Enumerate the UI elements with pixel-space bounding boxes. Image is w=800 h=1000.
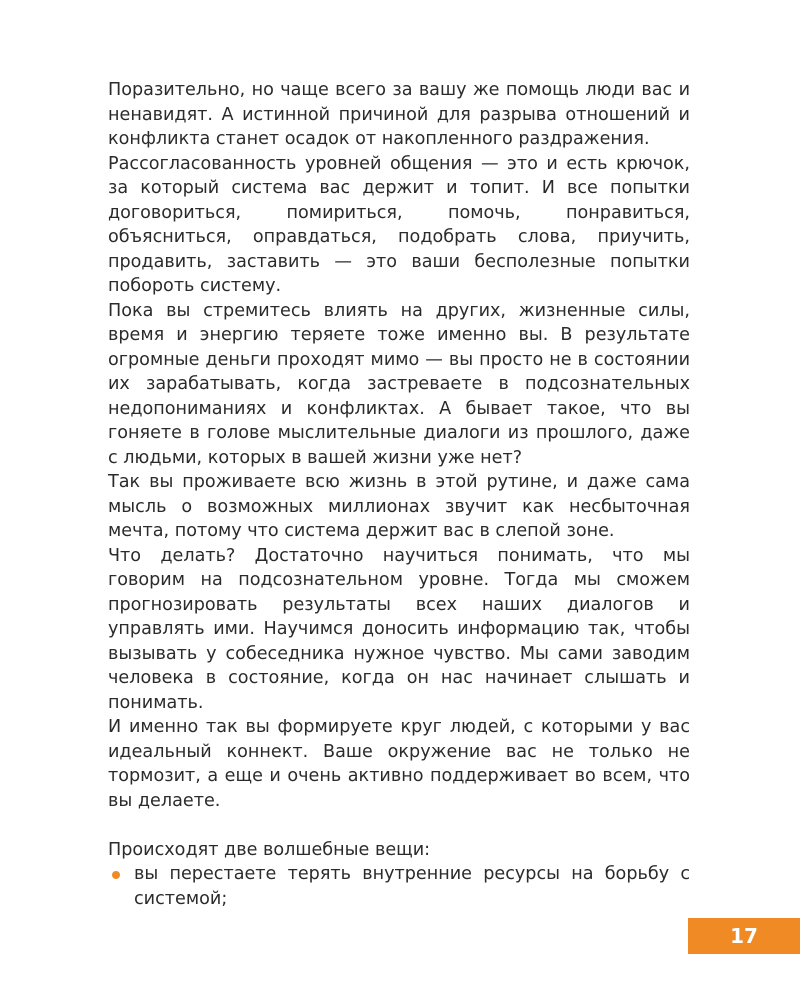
bullet-list <box>108 862 690 911</box>
main-text <box>108 78 690 911</box>
paragraph: Поразительно, но чаще всего за вашу же помощь люди вас и ненавидят. А истинной причиной для разрыва отношений и конфликта станет осадок от накопленного раздражения. <box>108 80 690 149</box>
list-intro: Происходят две волшебные вещи: <box>108 839 431 860</box>
paragraph: Что делать? Достаточно научиться понимать, что мы говорим на подсознательном уровне. Тогда мы сможем прогнозировать результаты всех наших диалогов и управлять ими. Научимся доносить информацию так, чтобы вызывать у собеседника нужное чувство. Мы сами заводим человека в состояние, когда он нас начинает слышать и понимать. <box>108 545 690 713</box>
paragraph: Так вы проживаете всю жизнь в этой рутине, и даже сама мысль о возможных миллионах звучит как несбыточная мечта, потому что система держит вас в слепой зоне. <box>108 472 690 541</box>
paragraph: И именно так вы формируете круг людей, с которыми у вас идеальный коннект. Ваше окружение вас не только не тормозит, а еще и очень активно поддерживает во всем, что вы делаете. <box>108 717 690 811</box>
page-number: 17 <box>688 918 800 954</box>
paragraph: Пока вы стремитесь влиять на других, жизненные силы, время и энергию теряете тоже именно вы. В результате огромные деньги проходят мимо — вы просто не в состоянии их зарабатывать, когда застреваете в подсознательных недопониманиях и конфликтах. А бывает такое, что вы гоняете в голове мыслительные диалоги из прошлого, даже с людьми, которых в вашей жизни уже нет? <box>108 300 690 468</box>
list-item-text: вы перестаете терять внутренние ресурсы на борьбу с системой; <box>134 864 690 909</box>
paragraph: Рассогласованность уровней общения — это и есть крючок, за который система вас держит и топит. И все попытки договориться, помириться, помочь, понравиться, объясниться, оправдаться, подобрать слова, приучить, продавить, заставить — это ваши бесполезные попытки побороть систему. <box>108 153 690 296</box>
bullet-dot-icon <box>112 871 120 879</box>
list-item <box>108 862 690 911</box>
